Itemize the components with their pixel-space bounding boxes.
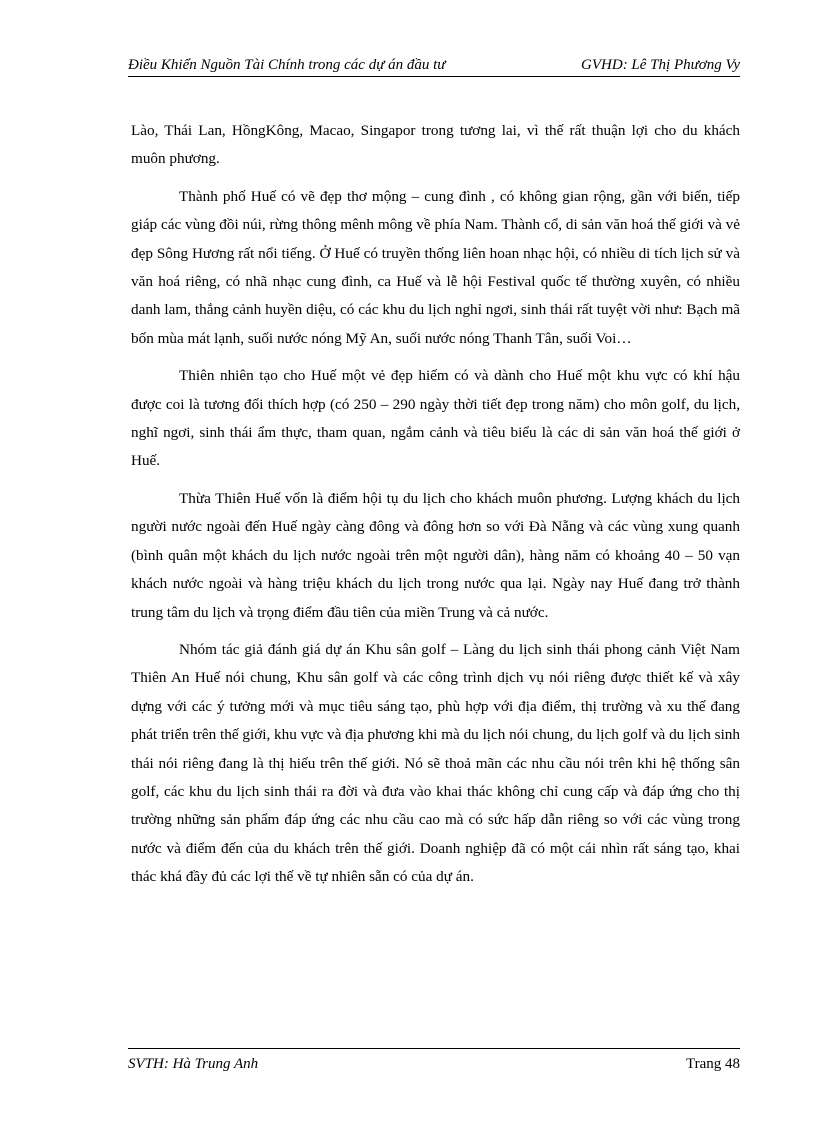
- paragraph-tourism-hub: Thừa Thiên Huế vốn là điểm hội tụ du lịch cho khách muôn phương. Lượng khách du lịch người nước ngoài đến Huế ngày càng đông và đông hơn so với Đà Nẵng và các vùng xung quanh (bình quân một khách du lịch nước ngoài trên một người dân), hàng năm có khoảng 40 – 50 vạn khách nước ngoài và hàng triệu khách du lịch trong nước qua lại. Ngày nay Huế đang trở thành trung tâm du lịch và trọng điểm đầu tiên của miền Trung và cả nước.: [131, 489, 740, 621]
- paragraph-hue-beauty: Thành phố Huế có vẽ đẹp thơ mộng – cung đình , có không gian rộng, gần với biển, tiếp giáp các vùng đồi núi, rừng thông mênh mông về phía Nam. Thành cổ, di sản văn hoá thế giới và vẻ đẹp Sông Hương rất nổi tiếng. Ở Huế có truyền thống liên hoan nhạc hội, có nhiều di tích lịch sử và văn hoá riêng, có nhã nhạc cung đình, ca Huế và lễ hội Festival quốc tế thường xuyên, có nhiều danh lam, thắng cảnh huyền diệu, có các khu du lịch nghỉ ngơi, sinh thái rất tuyệt vời như: Bạch mã bốn mùa mát lạnh, suối nước nóng Mỹ An, suối nước nóng Thanh Tân, suối Voi…: [131, 187, 740, 347]
- page-number: Trang 48: [685, 1056, 740, 1072]
- paragraph-nature-climate: Thiên nhiên tạo cho Huế một vẻ đẹp hiếm có và dành cho Huế một khu vực có khí hậu được coi là tương đối thích hợp (có 250 – 290 ngày thời tiết đẹp trong năm) cho môn golf, du lịch, nghĩ ngơi, sinh thái ẩm thực, tham quan, ngắm cảnh và tiêu biểu là các di sản văn hoá thế giới ở Huế.: [131, 367, 740, 470]
- page-footer: [128, 1048, 740, 1073]
- student-name: SVTH: Hà Trung Anh: [128, 1056, 259, 1072]
- paragraph-continuation: Lào, Thái Lan, HồngKông, Macao, Singapor trong tương lai, vì thế rất thuận lợi cho du khách muôn phương.: [131, 122, 740, 168]
- paragraph-project-assessment: Nhóm tác giả đánh giá dự án Khu sân golf – Làng du lịch sinh thái phong cảnh Việt Nam Thiên An Huế nói chung, Khu sân golf và các công trình dịch vụ nói riêng được thiết kế và xây dựng với các ý tưởng mới và mục tiêu sáng tạo, phù hợp với địa điểm, thị trường và xu thế đang phát triển trên thế giới, khu vực và địa phương khi mà du lịch nói chung, du lịch golf và du lịch sinh thái nói riêng đang là thị hiếu trên thế giới. Nó sẽ thoả mãn các nhu cầu nói trên khi hệ thống sân golf, các khu du lịch sinh thái ra đời và đưa vào khai thác không chỉ cung cấp và đáp ứng cho thị trường những sản phẩm đáp ứng các nhu cầu cao mà có sức hấp dẫn riêng so với các vùng trong nước và điểm đến của du khách trên thế giới. Doanh nghiệp đã có một cái nhìn rất sáng tạo, khai thác khá đầy đủ các lợi thế về tự nhiên sẵn có của dự án.: [131, 640, 740, 886]
- page-header: [128, 52, 740, 77]
- document-title: Điều Khiển Nguồn Tài Chính trong các dự án đầu tư: [128, 57, 446, 73]
- page-body: [131, 117, 740, 901]
- advisor-name: GVHD: Lê Thị Phương Vy: [581, 57, 740, 73]
